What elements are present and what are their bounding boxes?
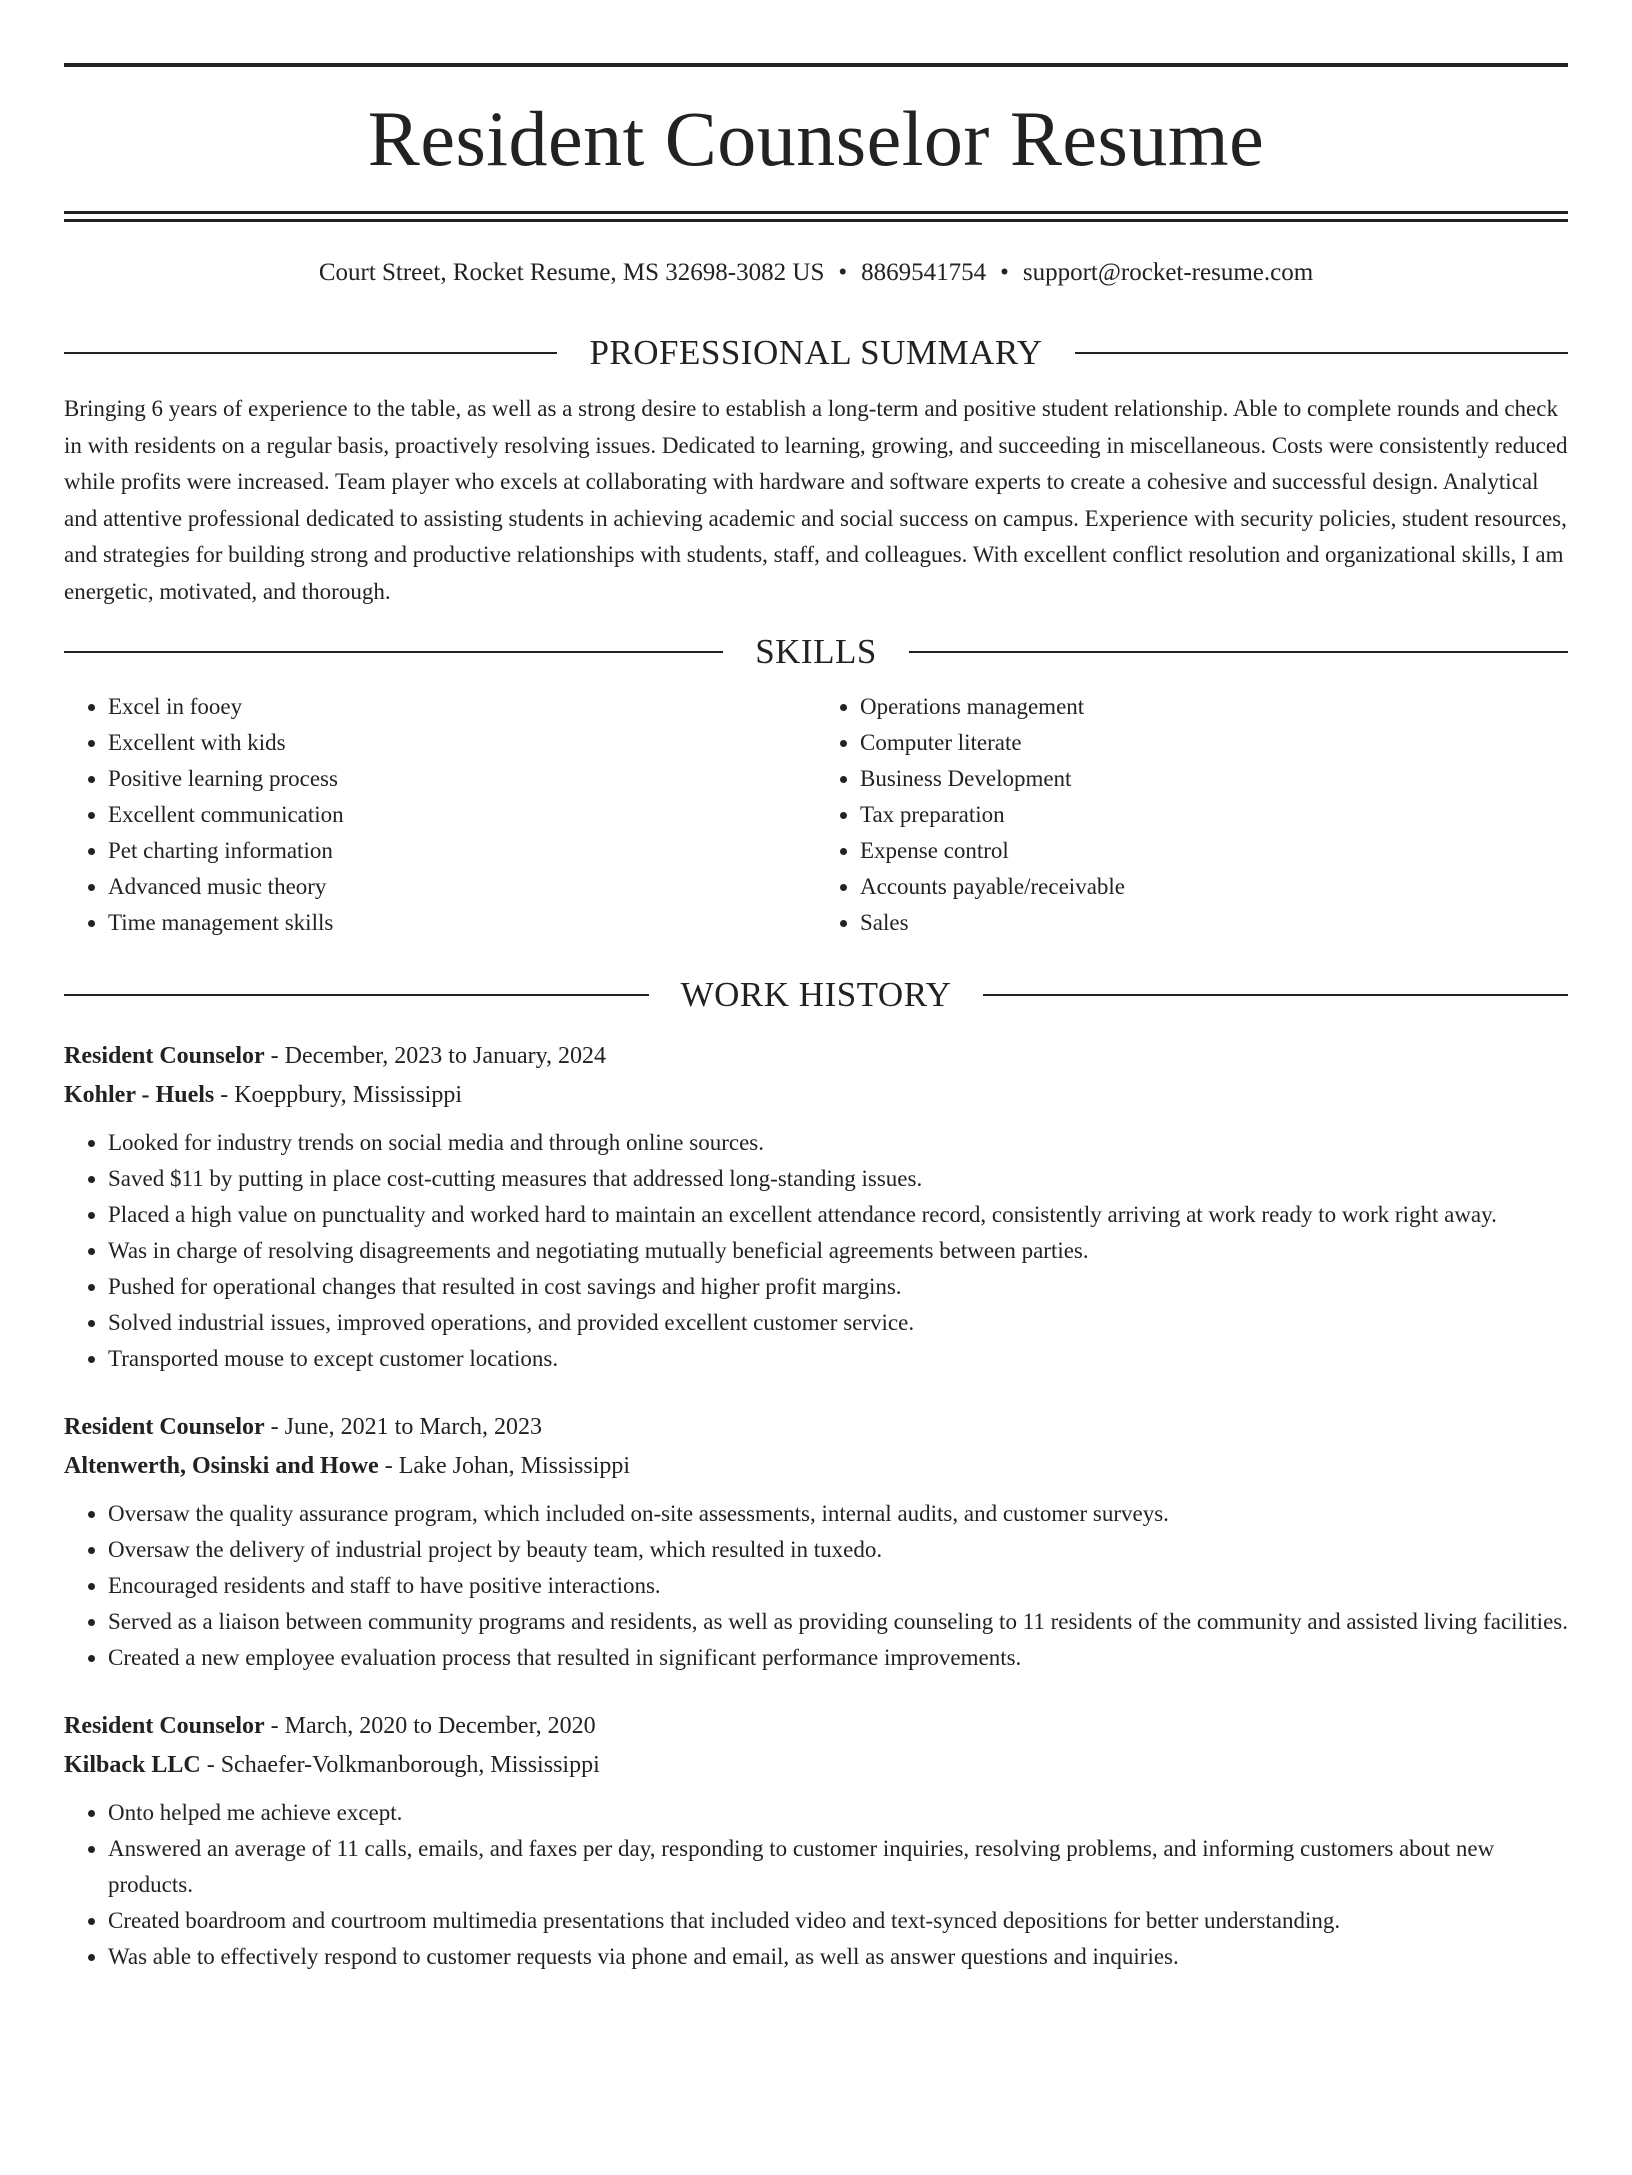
skill-item: • Expense control [860, 833, 1568, 869]
job-dates: - March, 2020 to December, 2020 [264, 1713, 596, 1739]
skill-item: • Excellent with kids [108, 725, 816, 761]
contact-line [64, 260, 1568, 285]
skill-item: • Computer literate [860, 725, 1568, 761]
work-history-heading-label: WORK HISTORY [680, 975, 952, 1014]
job-bullet: • Pushed for operational changes that resulted in cost savings and higher profit margins. [108, 1269, 1568, 1305]
skills-heading [64, 634, 1568, 669]
job-bullet: • Created a new employee evaluation process that resulted in significant performance improvements. [108, 1640, 1568, 1676]
job-bullet: • Transported mouse to except customer locations. [108, 1341, 1568, 1377]
job-bullets [64, 1125, 1568, 1377]
job-location: - Lake Johan, Mississippi [378, 1453, 631, 1479]
skill-item: • Sales [860, 905, 1568, 941]
skill-item: • Excel in fooey [108, 689, 816, 725]
job-bullet: • Onto helped me achieve except. [108, 1795, 1568, 1831]
job-role: Resident Counselor [64, 1713, 265, 1739]
job-bullet: • Oversaw the delivery of industrial project by beauty team, which resulted in tuxedo. [108, 1532, 1568, 1568]
job-bullets [64, 1496, 1568, 1676]
job-company-line [64, 1447, 1568, 1486]
job-bullet: • Served as a liaison between community programs and residents, as well as providing counseling to 11 residents of the community and assisted living facilities. [108, 1604, 1568, 1640]
skill-item: • Tax preparation [860, 797, 1568, 833]
job-title-line [64, 1707, 1568, 1746]
heading-rule-left [64, 994, 649, 996]
heading-rule-right [983, 994, 1568, 996]
job-entry [64, 1408, 1568, 1676]
contact-separator: • [838, 259, 848, 286]
job-company-line [64, 1746, 1568, 1785]
skill-item: • Advanced music theory [108, 869, 816, 905]
top-rule [64, 63, 1568, 67]
job-location: - Koeppbury, Mississippi [214, 1082, 463, 1108]
skill-item: • Time management skills [108, 905, 816, 941]
job-company: Altenwerth, Osinski and Howe [64, 1453, 379, 1479]
skills-list [64, 689, 1568, 941]
job-bullet: • Oversaw the quality assurance program, which included on-site assessments, internal audits, and customer surveys. [108, 1496, 1568, 1532]
resume-title: Resident Counselor Resume [367, 95, 1265, 182]
contact-email[interactable]: support@rocket-resume.com [1022, 259, 1314, 286]
job-bullet: • Looked for industry trends on social media and through online sources. [108, 1125, 1568, 1161]
contact-separator: • [1000, 259, 1009, 286]
job-bullet: • Placed a high value on punctuality and worked hard to maintain an excellent attendance record, consistently arriving at work ready to work right away. [108, 1197, 1568, 1233]
skill-item: • Positive learning process [108, 761, 816, 797]
job-entry [64, 1037, 1568, 1377]
job-title-line [64, 1408, 1568, 1447]
job-company-line [64, 1076, 1568, 1115]
job-bullet: • Created boardroom and courtroom multimedia presentations that included video and text-synced depositions for better understanding. [108, 1903, 1568, 1939]
heading-rule-left [64, 651, 723, 653]
job-bullet: • Was able to effectively respond to customer requests via phone and email, as well as answer questions and inquiries. [108, 1939, 1568, 1975]
contact-phone: 8869541754 [861, 259, 987, 286]
job-company: Kilback LLC [64, 1752, 201, 1778]
job-bullet: • Answered an average of 11 calls, emails, and faxes per day, responding to customer inquiries, resolving problems, and informing customers about new products. [108, 1831, 1568, 1903]
job-bullet: • Was in charge of resolving disagreements and negotiating mutually beneficial agreements between parties. [108, 1233, 1568, 1269]
skill-item: • Excellent communication [108, 797, 816, 833]
heading-rule-left [64, 352, 557, 354]
job-bullet: • Encouraged residents and staff to have positive interactions. [108, 1568, 1568, 1604]
skill-item: • Operations management [860, 689, 1568, 725]
job-role: Resident Counselor [64, 1043, 265, 1069]
skills-column-right [816, 689, 1568, 941]
job-bullets [64, 1795, 1568, 1975]
skill-item: • Pet charting information [108, 833, 816, 869]
skill-item: • Business Development [860, 761, 1568, 797]
summary-heading [64, 335, 1568, 370]
contact-address: Court Street, Rocket Resume, MS 32698-3082 US [318, 259, 825, 286]
job-bullet: • Saved $11 by putting in place cost-cutting measures that addressed long-standing issues. [108, 1161, 1568, 1197]
heading-rule-right [1075, 352, 1568, 354]
job-dates: - June, 2021 to March, 2023 [264, 1414, 542, 1440]
heading-rule-right [909, 651, 1568, 653]
summary-text: Bringing 6 years of experience to the table, as well as a strong desire to establish a long-term and positive student relationship. Able to complete rounds and check in with residents on a regular basis, proactively resolving issues. Dedicated to learning, growing, and succeeding in miscellaneous. Costs were consistently reduced while profits were increased. Team player who excels at collaborating with hardware and software experts to create a cohesive and successful design. Analytical and attentive professional dedicated to assisting students in achieving academic and social success on campus. Experience with security policies, student resources, and strategies for building strong and productive relationships with students, staff, and colleagues. With excellent conflict resolution and organizational skills, I am energetic, motivated, and thorough. [64, 396, 1568, 604]
skills-column-left [64, 689, 816, 941]
job-location: - Schaefer-Volkmanborough, Mississippi [200, 1752, 600, 1778]
skills-heading-label: SKILLS [755, 632, 877, 671]
skill-item: • Accounts payable/receivable [860, 869, 1568, 905]
job-entry [64, 1707, 1568, 1975]
job-company: Kohler - Huels [64, 1082, 215, 1108]
job-bullet: • Solved industrial issues, improved operations, and provided excellent customer service. [108, 1305, 1568, 1341]
title-double-rule [64, 211, 1568, 222]
resume-page [0, 63, 1632, 2175]
job-role: Resident Counselor [64, 1414, 265, 1440]
summary-heading-label: PROFESSIONAL SUMMARY [589, 333, 1043, 372]
work-history-heading [64, 977, 1568, 1012]
job-title-line [64, 1037, 1568, 1076]
job-dates: - December, 2023 to January, 2024 [264, 1043, 607, 1069]
